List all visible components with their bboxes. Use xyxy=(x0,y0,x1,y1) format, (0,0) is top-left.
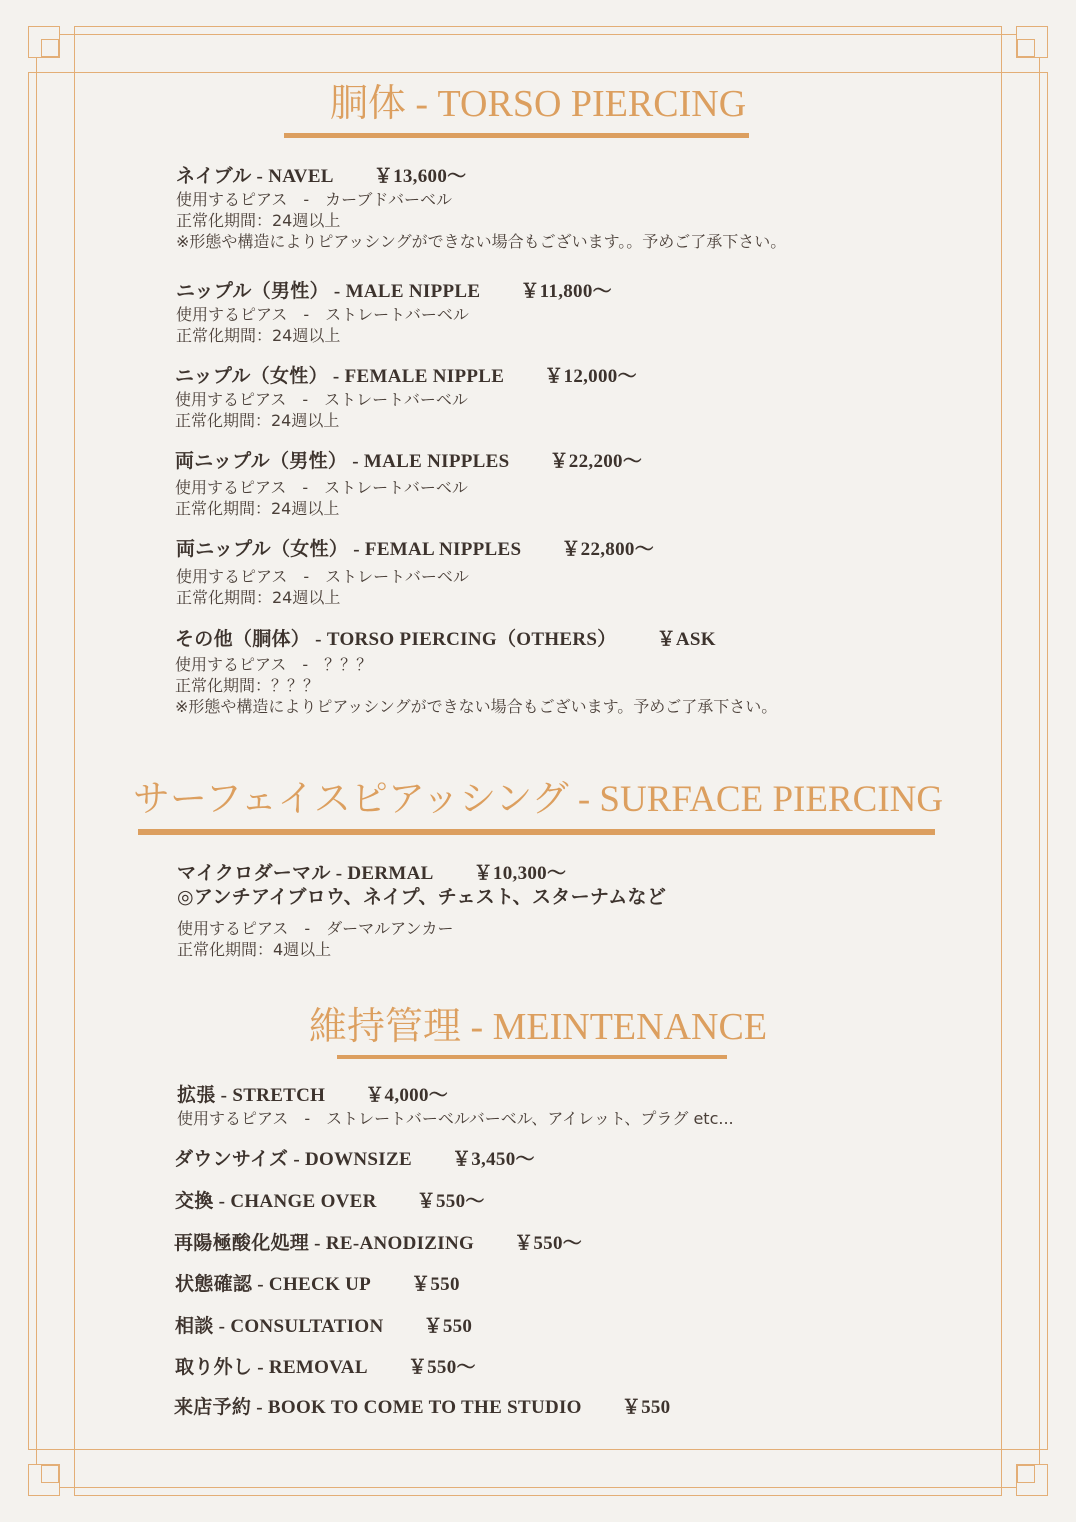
item-price: ￥4,000〜 xyxy=(365,1085,449,1106)
item-title: ネイブル - NAVEL ￥13,600〜 xyxy=(176,166,467,187)
item-detail: 正常化期間：24週以上 xyxy=(176,588,341,607)
item-price: ￥11,800〜 xyxy=(520,281,612,302)
maintenance-item xyxy=(175,1356,476,1380)
item-subtitle: ◎アンチアイブロウ、ネイプ、チェスト、スターナムなど xyxy=(177,887,667,908)
maintenance-heading: 維持管理 - MEINTENANCE xyxy=(308,1006,768,1048)
item-detail: 正常化期間：24週以上 xyxy=(175,499,340,518)
item-title: 来店予約 - BOOK TO COME TO THE STUDIO xyxy=(174,1397,582,1418)
torso-item xyxy=(175,450,642,519)
torso-item xyxy=(176,538,654,608)
item-detail: 使用するピアス - ストレートバーベル xyxy=(176,567,469,586)
torso-item xyxy=(175,365,637,431)
corner-ornament-bottom-right xyxy=(1016,1464,1048,1496)
item-detail: 正常化期間：24週以上 xyxy=(176,211,341,230)
item-title: ニップル（女性） - FEMALE NIPPLE ￥12,000〜 xyxy=(175,366,637,387)
item-price: ￥3,450〜 xyxy=(451,1149,535,1170)
maintenance-item xyxy=(175,1190,485,1214)
item-price: ￥550〜 xyxy=(416,1191,485,1212)
item-detail: 使用するピアス - ストレートバーベル xyxy=(176,305,469,324)
item-title: 両ニップル（男性） - MALE NIPPLES ￥22,200〜 xyxy=(175,451,643,472)
item-title: ニップル（男性） - MALE NIPPLE ￥11,800〜 xyxy=(176,281,612,302)
item-detail: 使用するピアス - ストレートバーベル xyxy=(175,390,468,409)
item-price: ￥12,000〜 xyxy=(544,366,637,387)
item-price: ￥ASK xyxy=(656,629,716,650)
item-price: ￥22,200〜 xyxy=(549,451,643,472)
maintenance-item xyxy=(174,1396,670,1420)
torso-item xyxy=(176,280,612,346)
item-detail: 正常化期間：24週以上 xyxy=(176,326,341,345)
item-detail: 正常化期間：？？？ xyxy=(175,676,320,695)
item-title: マイクロダーマル - DERMAL ￥10,300〜 xyxy=(177,863,567,884)
torso-item xyxy=(176,165,786,252)
item-title: ダウンサイズ - DOWNSIZE xyxy=(174,1149,412,1170)
item-price: ￥550〜 xyxy=(407,1357,476,1378)
torso-heading-underline xyxy=(284,133,749,138)
item-detail: 正常化期間：24週以上 xyxy=(175,411,340,430)
maintenance-heading-underline xyxy=(337,1055,727,1059)
item-detail: 使用するピアス - ストレートバーベル xyxy=(175,478,468,497)
item-title: 両ニップル（女性） - FEMAL NIPPLES ￥22,800〜 xyxy=(176,539,655,560)
item-price: ￥550 xyxy=(423,1316,473,1337)
item-detail: 正常化期間：4週以上 xyxy=(177,940,332,959)
item-title: 交換 - CHANGE OVER xyxy=(175,1191,377,1212)
corner-ornament-bottom-left xyxy=(28,1464,60,1496)
item-price: ￥22,800〜 xyxy=(561,539,655,560)
surface-heading: サーフェイスピアッシング - SURFACE PIERCING xyxy=(132,779,944,820)
torso-heading: 胴体 - TORSO PIERCING xyxy=(329,83,747,125)
item-price: ￥550 xyxy=(411,1274,460,1295)
item-note: ※形態や構造によりピアッシングができない場合もございます。。予めご了承下さい。 xyxy=(176,232,787,251)
surface-item xyxy=(177,862,666,960)
surface-heading-underline xyxy=(138,829,935,835)
inner-frame xyxy=(36,34,1040,1488)
item-price: ￥10,300〜 xyxy=(473,863,567,884)
item-title: 取り外し - REMOVAL xyxy=(175,1357,368,1378)
item-price: ￥550〜 xyxy=(514,1233,583,1254)
item-title: 状態確認 - CHECK UP xyxy=(175,1274,372,1295)
item-note: ※形態や構造によりピアッシングができない場合もございます。予めご了承下さい。 xyxy=(175,697,778,716)
item-price: ￥13,600〜 xyxy=(373,166,467,187)
item-title: その他（胴体） - TORSO PIERCING（OTHERS） ￥ASK xyxy=(175,629,716,650)
item-detail: 使用するピアス - カーブドバーベル xyxy=(176,190,453,209)
torso-item xyxy=(175,628,777,717)
corner-ornament-top-left xyxy=(28,26,60,58)
corner-ornament-top-right xyxy=(1016,26,1048,58)
item-detail: 使用するピアス - ダーマルアンカー xyxy=(177,919,454,938)
maintenance-item xyxy=(177,1084,734,1129)
maintenance-item xyxy=(174,1232,582,1256)
item-title: 相談 - CONSULTATION xyxy=(175,1316,384,1337)
item-title: 拡張 - STRETCH ￥4,000〜 xyxy=(177,1085,449,1106)
item-price: ￥550 xyxy=(621,1397,671,1418)
maintenance-item xyxy=(174,1148,535,1172)
maintenance-item xyxy=(175,1273,460,1297)
maintenance-item xyxy=(175,1315,472,1339)
item-detail: 使用するピアス - ？？？ xyxy=(175,655,373,674)
item-detail: 使用するピアス - ストレートバーベルバーベル、アイレット、プラグ etc... xyxy=(177,1109,734,1128)
item-title: 再陽極酸化処理 - RE-ANODIZING xyxy=(174,1233,475,1254)
